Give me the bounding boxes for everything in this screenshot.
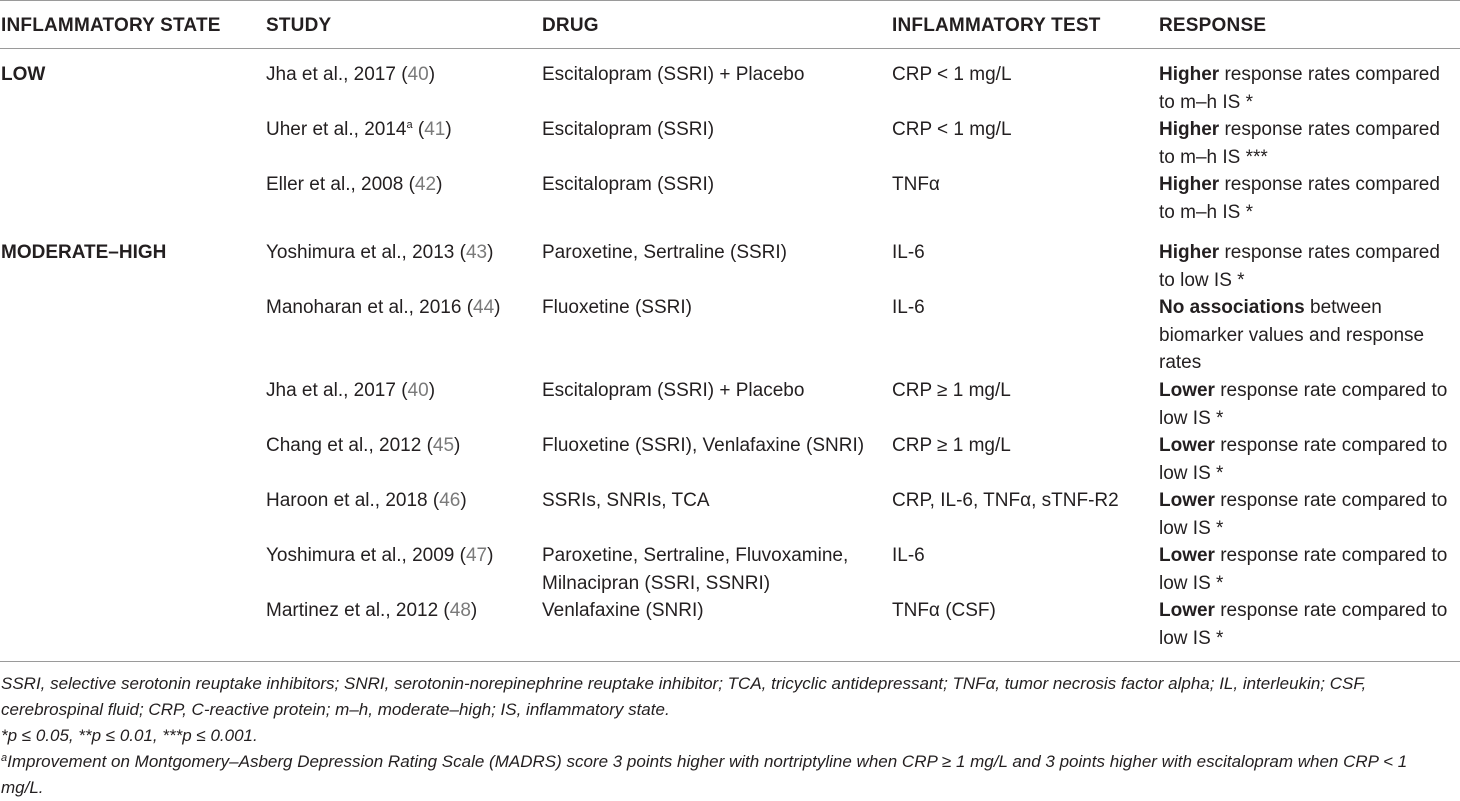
header-inflammatory-test: INFLAMMATORY TEST (892, 15, 1101, 36)
response-text: response rates compared to low IS * (1159, 242, 1440, 291)
table-cell-study (266, 239, 493, 267)
table-cell-study (266, 61, 435, 89)
close-paren: ) (454, 435, 461, 456)
response-text: response rate compared to low IS * (1159, 490, 1448, 539)
close-paren: ) (428, 380, 436, 401)
reference-link[interactable]: 47 (465, 545, 488, 566)
table-cell-study (266, 171, 442, 199)
table-cell-response (1159, 597, 1459, 652)
table-cell-study (266, 294, 501, 322)
table-cell-inflammatory-test: IL-6 (892, 297, 925, 318)
study-citation: Jha et al., 2017 ( (266, 380, 408, 401)
close-paren: ) (494, 297, 501, 318)
close-paren: ) (470, 600, 478, 621)
table-cell-study (266, 542, 493, 570)
study-citation: Haroon et al., 2018 ( (266, 490, 440, 511)
table-cell-response (1159, 542, 1459, 597)
table-cell-drug: Fluoxetine (SSRI) (542, 297, 692, 318)
footnote-a-marker: a (1, 752, 8, 764)
table-cell-inflammatory-test: CRP, IL-6, TNFα, sTNF-R2 (892, 490, 1119, 511)
study-citation: Chang et al., 2012 ( (266, 435, 433, 456)
header-response: RESPONSE (1159, 15, 1267, 36)
table-cell-study (266, 597, 477, 625)
study-citation: Uher et al., 2014 (266, 119, 407, 140)
response-emphasis: Lower (1159, 435, 1215, 456)
table-cell-response (1159, 487, 1459, 542)
table-cell-drug: Escitalopram (SSRI) (542, 119, 715, 140)
study-citation: Martinez et al., 2012 ( (266, 600, 450, 621)
response-emphasis: No associations (1159, 297, 1305, 318)
close-paren: ) (428, 64, 436, 85)
table-cell-study (266, 116, 452, 144)
table-cell-response (1159, 294, 1459, 377)
response-emphasis: Higher (1159, 64, 1220, 85)
table-top-rule (0, 0, 1460, 1)
table-cell-study (266, 432, 460, 460)
table-cell-drug: Paroxetine, Sertraline (SSRI) (542, 242, 787, 263)
study-citation: Manoharan et al., 2016 ( (266, 297, 474, 318)
table-cell-response (1159, 61, 1459, 116)
table-cell-drug: Escitalopram (SSRI) + Placebo (542, 380, 805, 401)
response-text: response rate compared to low IS * (1159, 545, 1448, 594)
table-cell-drug: Escitalopram (SSRI) + Placebo (542, 64, 805, 85)
table-cell-inflammatory-test: CRP < 1 mg/L (892, 64, 1012, 85)
response-emphasis: Lower (1159, 545, 1215, 566)
response-emphasis: Lower (1159, 600, 1215, 621)
table-cell-drug: SSRIs, SNRIs, TCA (542, 490, 710, 511)
table-cell-study (266, 377, 435, 405)
study-citation: Eller et al., 2008 ( (266, 174, 415, 195)
response-text: response rate compared to low IS * (1159, 380, 1448, 429)
table-cell-response (1159, 239, 1459, 294)
header-rule (0, 48, 1460, 49)
header-study: STUDY (266, 15, 332, 36)
reference-link[interactable]: 40 (407, 64, 429, 85)
open-paren: ( (412, 119, 425, 140)
reference-link[interactable]: 44 (473, 297, 495, 318)
response-emphasis: Higher (1159, 174, 1220, 195)
table-cell-response (1159, 377, 1459, 432)
reference-link[interactable]: 42 (414, 174, 437, 195)
footnote-a (1, 749, 1451, 801)
table-cell-drug: Paroxetine, Sertraline, Fluvoxamine, Milnacipran (SSRI, SSNRI) (542, 545, 849, 594)
header-drug: DRUG (542, 15, 599, 36)
reference-link[interactable]: 48 (449, 600, 471, 621)
table-cell-drug: Fluoxetine (SSRI), Venlafaxine (SNRI) (542, 435, 865, 456)
table-cell-inflammatory-test: CRP ≥ 1 mg/L (892, 435, 1011, 456)
reference-link[interactable]: 46 (439, 490, 461, 511)
table-cell-inflammatory-test: IL-6 (892, 545, 925, 566)
response-emphasis: Lower (1159, 490, 1215, 511)
response-emphasis: Higher (1159, 242, 1220, 263)
response-text: response rate compared to low IS * (1159, 435, 1448, 484)
table-cell-inflammatory-test: CRP ≥ 1 mg/L (892, 380, 1011, 401)
reference-link[interactable]: 45 (432, 435, 455, 456)
footnote-a-text: Improvement on Montgomery–Asberg Depression Rating Scale (MADRS) score 3 points higher with nortriptyline when CRP ≥ 1 mg/L and 3 points higher with escitalopram when CRP < 1 mg/L. (1, 752, 1408, 797)
table-footnotes (1, 671, 1451, 801)
table-cell-response (1159, 171, 1459, 226)
response-text: between biomarker values and response rates (1159, 297, 1425, 373)
study-citation: Yoshimura et al., 2009 ( (266, 545, 466, 566)
response-text: response rates compared to m–h IS * (1159, 64, 1440, 113)
footnote-abbreviations: SSRI, selective serotonin reuptake inhibitors; SNRI, serotonin-norepinephrine reuptake inhibitor; TCA, tricyclic antidepressant; TNFα, tumor necrosis factor alpha; IL, interleukin; CSF, cerebrospinal fluid; CRP, C-reactive protein; m–h, moderate–high; IS, inflammatory state. (1, 674, 1367, 719)
response-text: response rate compared to low IS * (1159, 600, 1448, 649)
table-cell-inflammatory-test: TNFα (892, 174, 940, 195)
table-cell-study (266, 487, 467, 515)
study-citation: Yoshimura et al., 2013 ( (266, 242, 466, 263)
reference-link[interactable]: 41 (424, 119, 446, 140)
close-paren: ) (436, 174, 443, 195)
reference-link[interactable]: 43 (465, 242, 488, 263)
header-inflammatory-state: INFLAMMATORY STATE (1, 15, 221, 36)
group-label-moderate-high: MODERATE–HIGH (1, 242, 167, 263)
response-text: response rates compared to m–h IS * (1159, 174, 1440, 223)
close-paren: ) (445, 119, 452, 140)
response-text: response rates compared to m–h IS *** (1159, 119, 1440, 168)
table-cell-drug: Venlafaxine (SNRI) (542, 600, 704, 621)
table-cell-drug: Escitalopram (SSRI) (542, 174, 715, 195)
footnote-significance: *p ≤ 0.05, **p ≤ 0.01, ***p ≤ 0.001. (1, 726, 258, 745)
close-paren: ) (487, 545, 494, 566)
reference-link[interactable]: 40 (407, 380, 429, 401)
response-emphasis: Higher (1159, 119, 1220, 140)
table-cell-inflammatory-test: IL-6 (892, 242, 925, 263)
table-bottom-rule (0, 661, 1460, 662)
footnote-marker: a (406, 119, 413, 131)
table-cell-inflammatory-test: CRP < 1 mg/L (892, 119, 1012, 140)
response-emphasis: Lower (1159, 380, 1215, 401)
close-paren: ) (487, 242, 494, 263)
table-cell-response (1159, 116, 1459, 171)
study-citation: Jha et al., 2017 ( (266, 64, 408, 85)
close-paren: ) (460, 490, 467, 511)
table-cell-inflammatory-test: TNFα (CSF) (892, 600, 996, 621)
group-label-low: LOW (1, 64, 46, 85)
table-cell-response (1159, 432, 1459, 487)
